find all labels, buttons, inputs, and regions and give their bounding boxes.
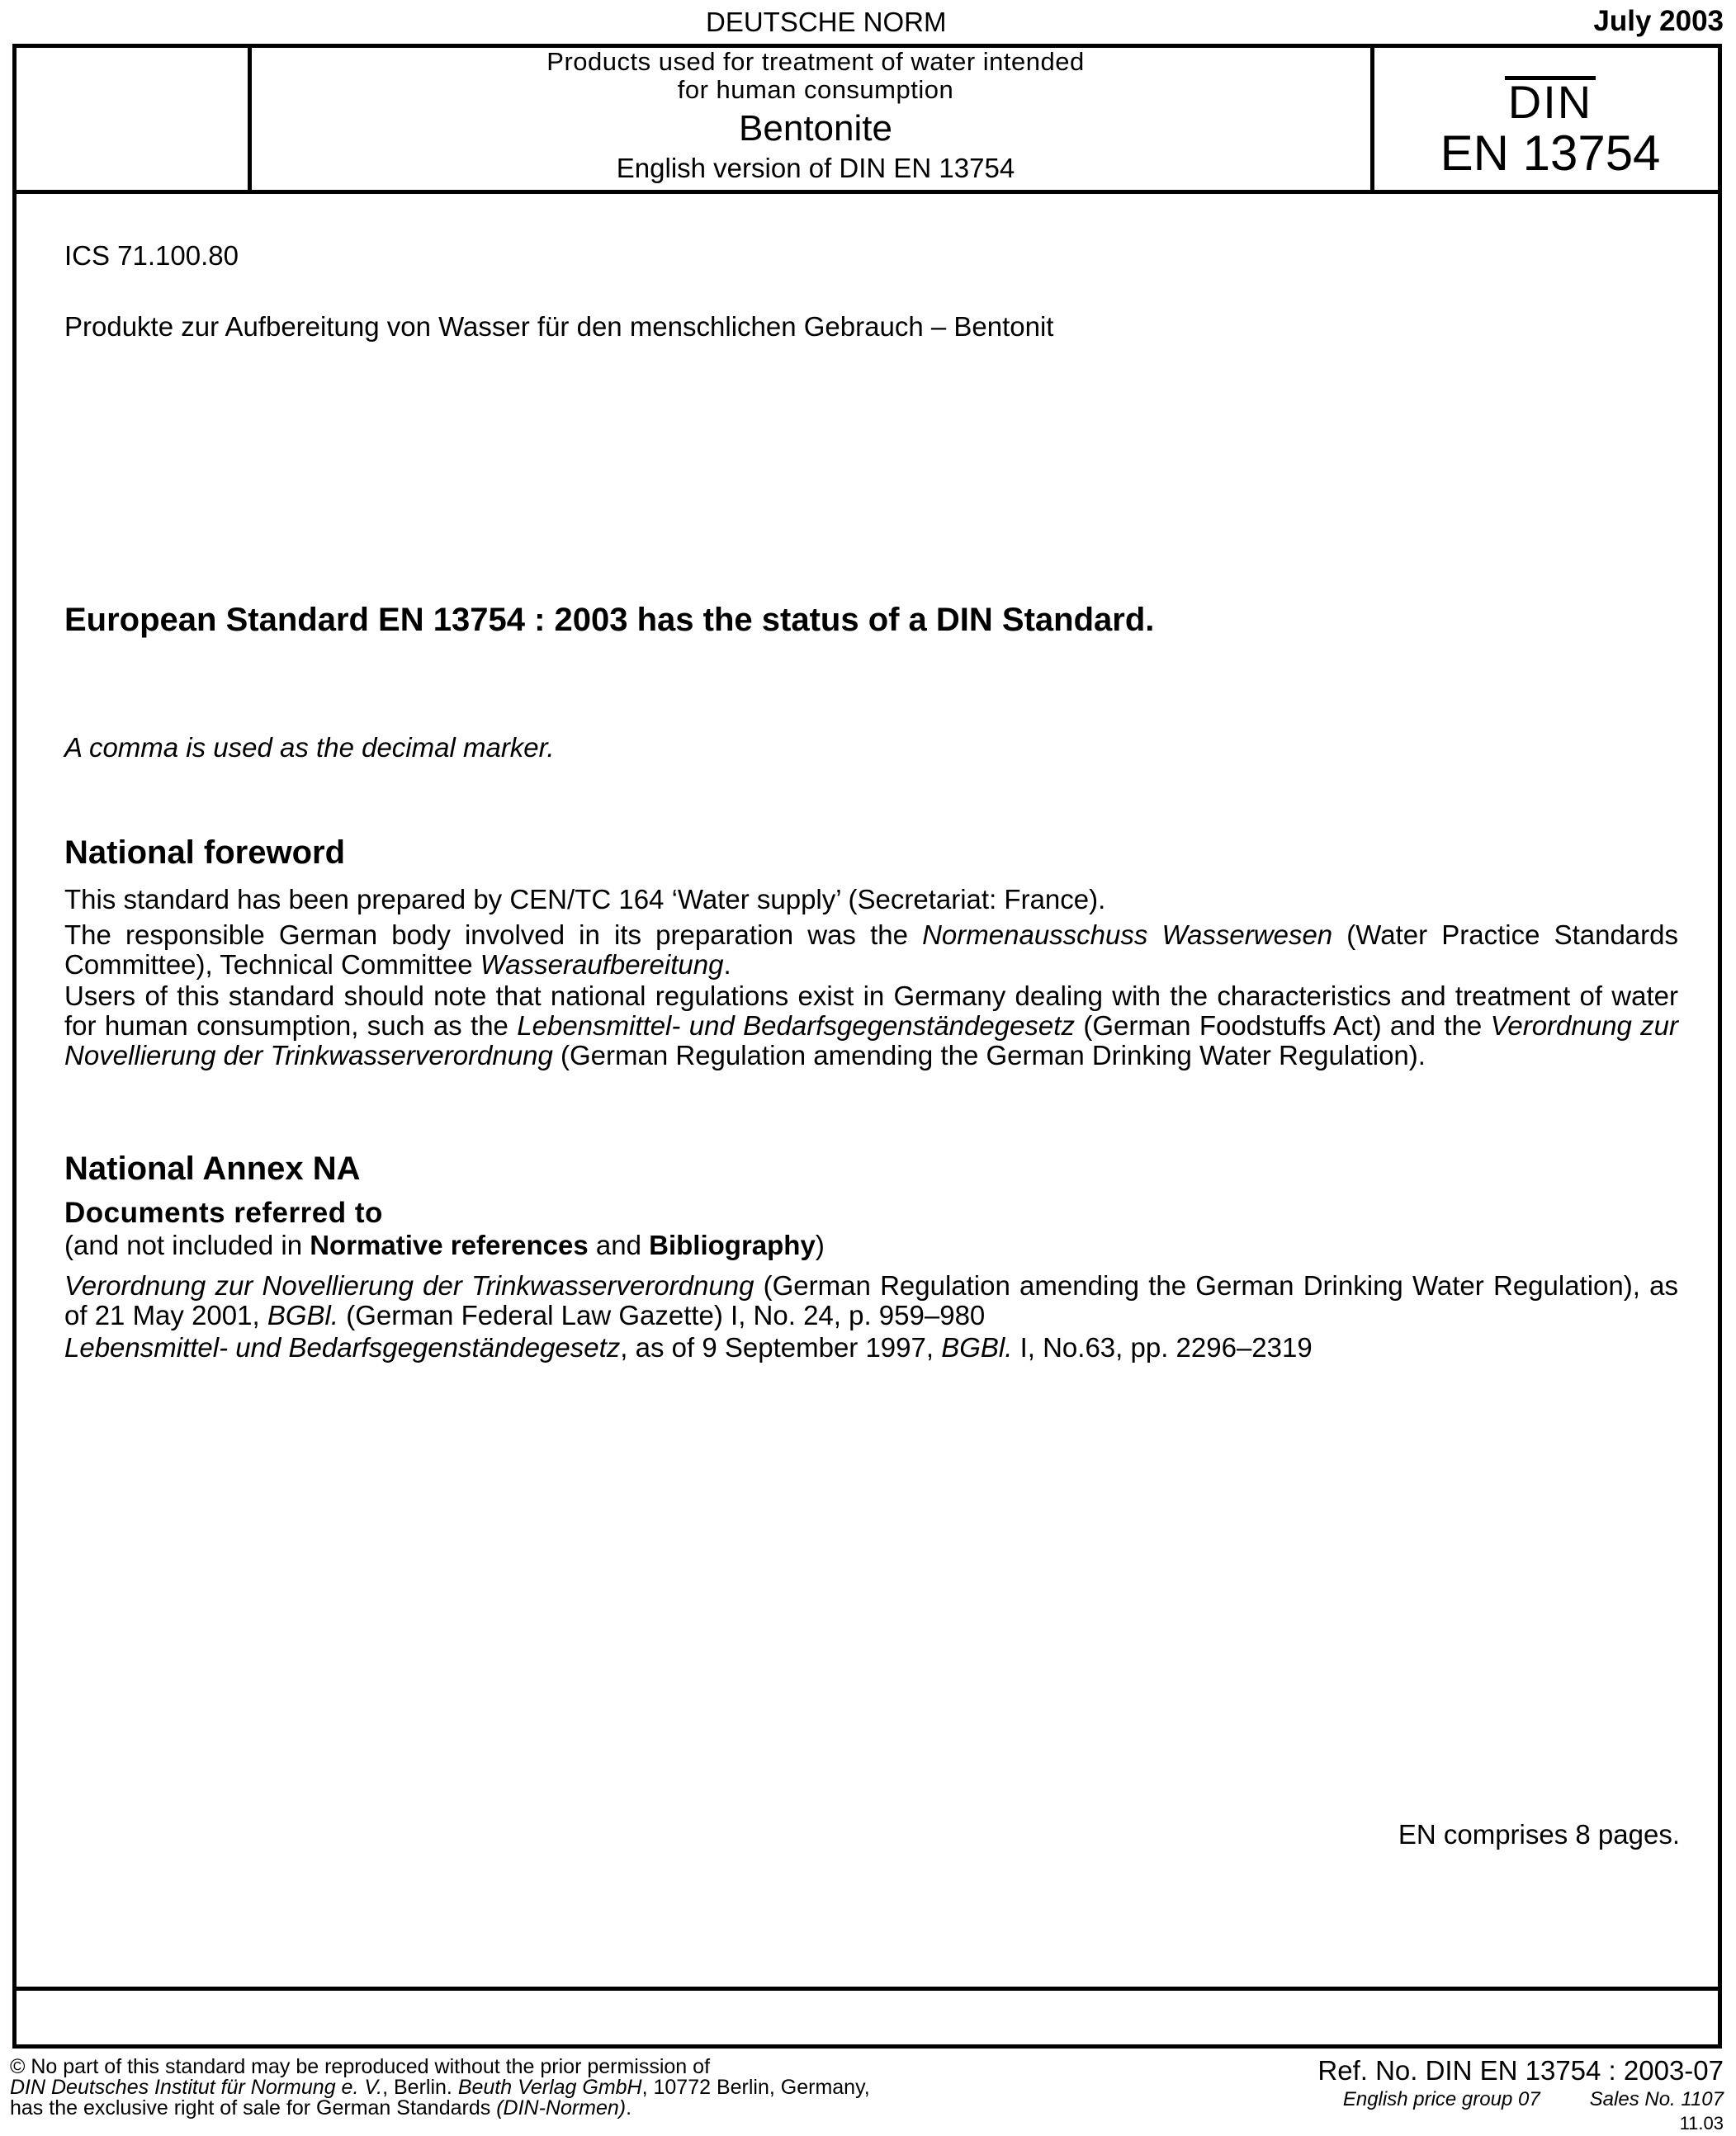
din-logo: DIN (1505, 76, 1596, 125)
reference-1: Verordnung zur Novellierung der Trinkwasserverordnung (German Regulation amending the German Drinking Water Regulation), as of 21 May 2001, BGBl. (German Federal Law Gazette) I, No. 24, p. 959–980 (64, 1270, 1678, 1330)
price-group: English price group 07 (1342, 2088, 1540, 2110)
copyright-line-1: © No part of this standard may be reproduced without the prior permission of (10, 2055, 711, 2078)
publication-date: July 2003 (1593, 5, 1724, 37)
reference-2: Lebensmittel- und Bedarfsgegenständegesetz, as of 9 September 1997, BGBl. I, No.63, pp. 2296–2319 (64, 1332, 1313, 1363)
document-subtitle: English version of DIN EN 13754 (616, 153, 1015, 183)
issue-code: 11.03 (1679, 2113, 1724, 2134)
sales-number: Sales No. 1107 (1589, 2088, 1724, 2110)
foreword-paragraph-3: Users of this standard should note that national regulations exist in Germany dealing with the characteristics and treatment of water for human consumption, such as the Lebensmittel- und Bedarfsgegenständegesetz (German Foodstuffs Act) and the Verordnung zur Novellierung der Trinkwasserverordnung (German Regulation amending the German Drinking Water Regulation). (64, 981, 1679, 1070)
document-number: EN 13754 (1440, 125, 1661, 181)
title-line-2: for human consumption (677, 75, 954, 104)
standard-series: DEUTSCHE NORM (706, 7, 947, 37)
decimal-note: A comma is used as the decimal marker. (64, 732, 555, 763)
foreword-paragraph-2: The responsible German body involved in its preparation was the Normenausschuss Wasserwesen (Water Practice Standards Committee), Technical Committee Wasseraufbereitung. (64, 919, 1678, 980)
documents-heading: Documents referred to (64, 1197, 383, 1229)
copyright-line-3: has the exclusive right of sale for German Standards (DIN-Normen). (10, 2096, 632, 2119)
title-line-1: Products used for treatment of water intended (546, 47, 1085, 76)
title-cell (260, 48, 1371, 190)
header-divider-left (248, 48, 252, 190)
din-cell (1383, 48, 1718, 190)
ics-code: ICS 71.100.80 (64, 240, 239, 271)
reference-number: Ref. No. DIN EN 13754 : 2003-07 (1317, 2055, 1724, 2086)
document-title: Bentonite (739, 108, 892, 149)
documents-note: (and not included in Normative references and Bibliography) (64, 1230, 825, 1260)
page-count-note: EN comprises 8 pages. (1398, 1819, 1680, 1850)
status-statement: European Standard EN 13754 : 2003 has the status of a DIN Standard. (64, 602, 1155, 638)
german-title: Produkte zur Aufbereitung von Wasser für den menschlichen Gebrauch – Bentonit (64, 311, 1054, 342)
price-info (1343, 2088, 1724, 2111)
header-box (12, 44, 1722, 194)
annex-heading: National Annex NA (64, 1151, 361, 1187)
foreword-heading: National foreword (64, 834, 346, 871)
copyright-line-2: DIN Deutsches Institut für Normung e. V., Berlin. Beuth Verlag GmbH, 10772 Berlin, Germany, (10, 2076, 870, 2099)
foreword-paragraph-1: This standard has been prepared by CEN/TC 164 ‘Water supply’ (Secretariat: France). (64, 884, 1106, 914)
bottom-strip (12, 1991, 1722, 2049)
header-divider-right (1370, 48, 1374, 190)
copyright-notice (10, 2057, 870, 2119)
body-frame (12, 194, 1722, 1991)
